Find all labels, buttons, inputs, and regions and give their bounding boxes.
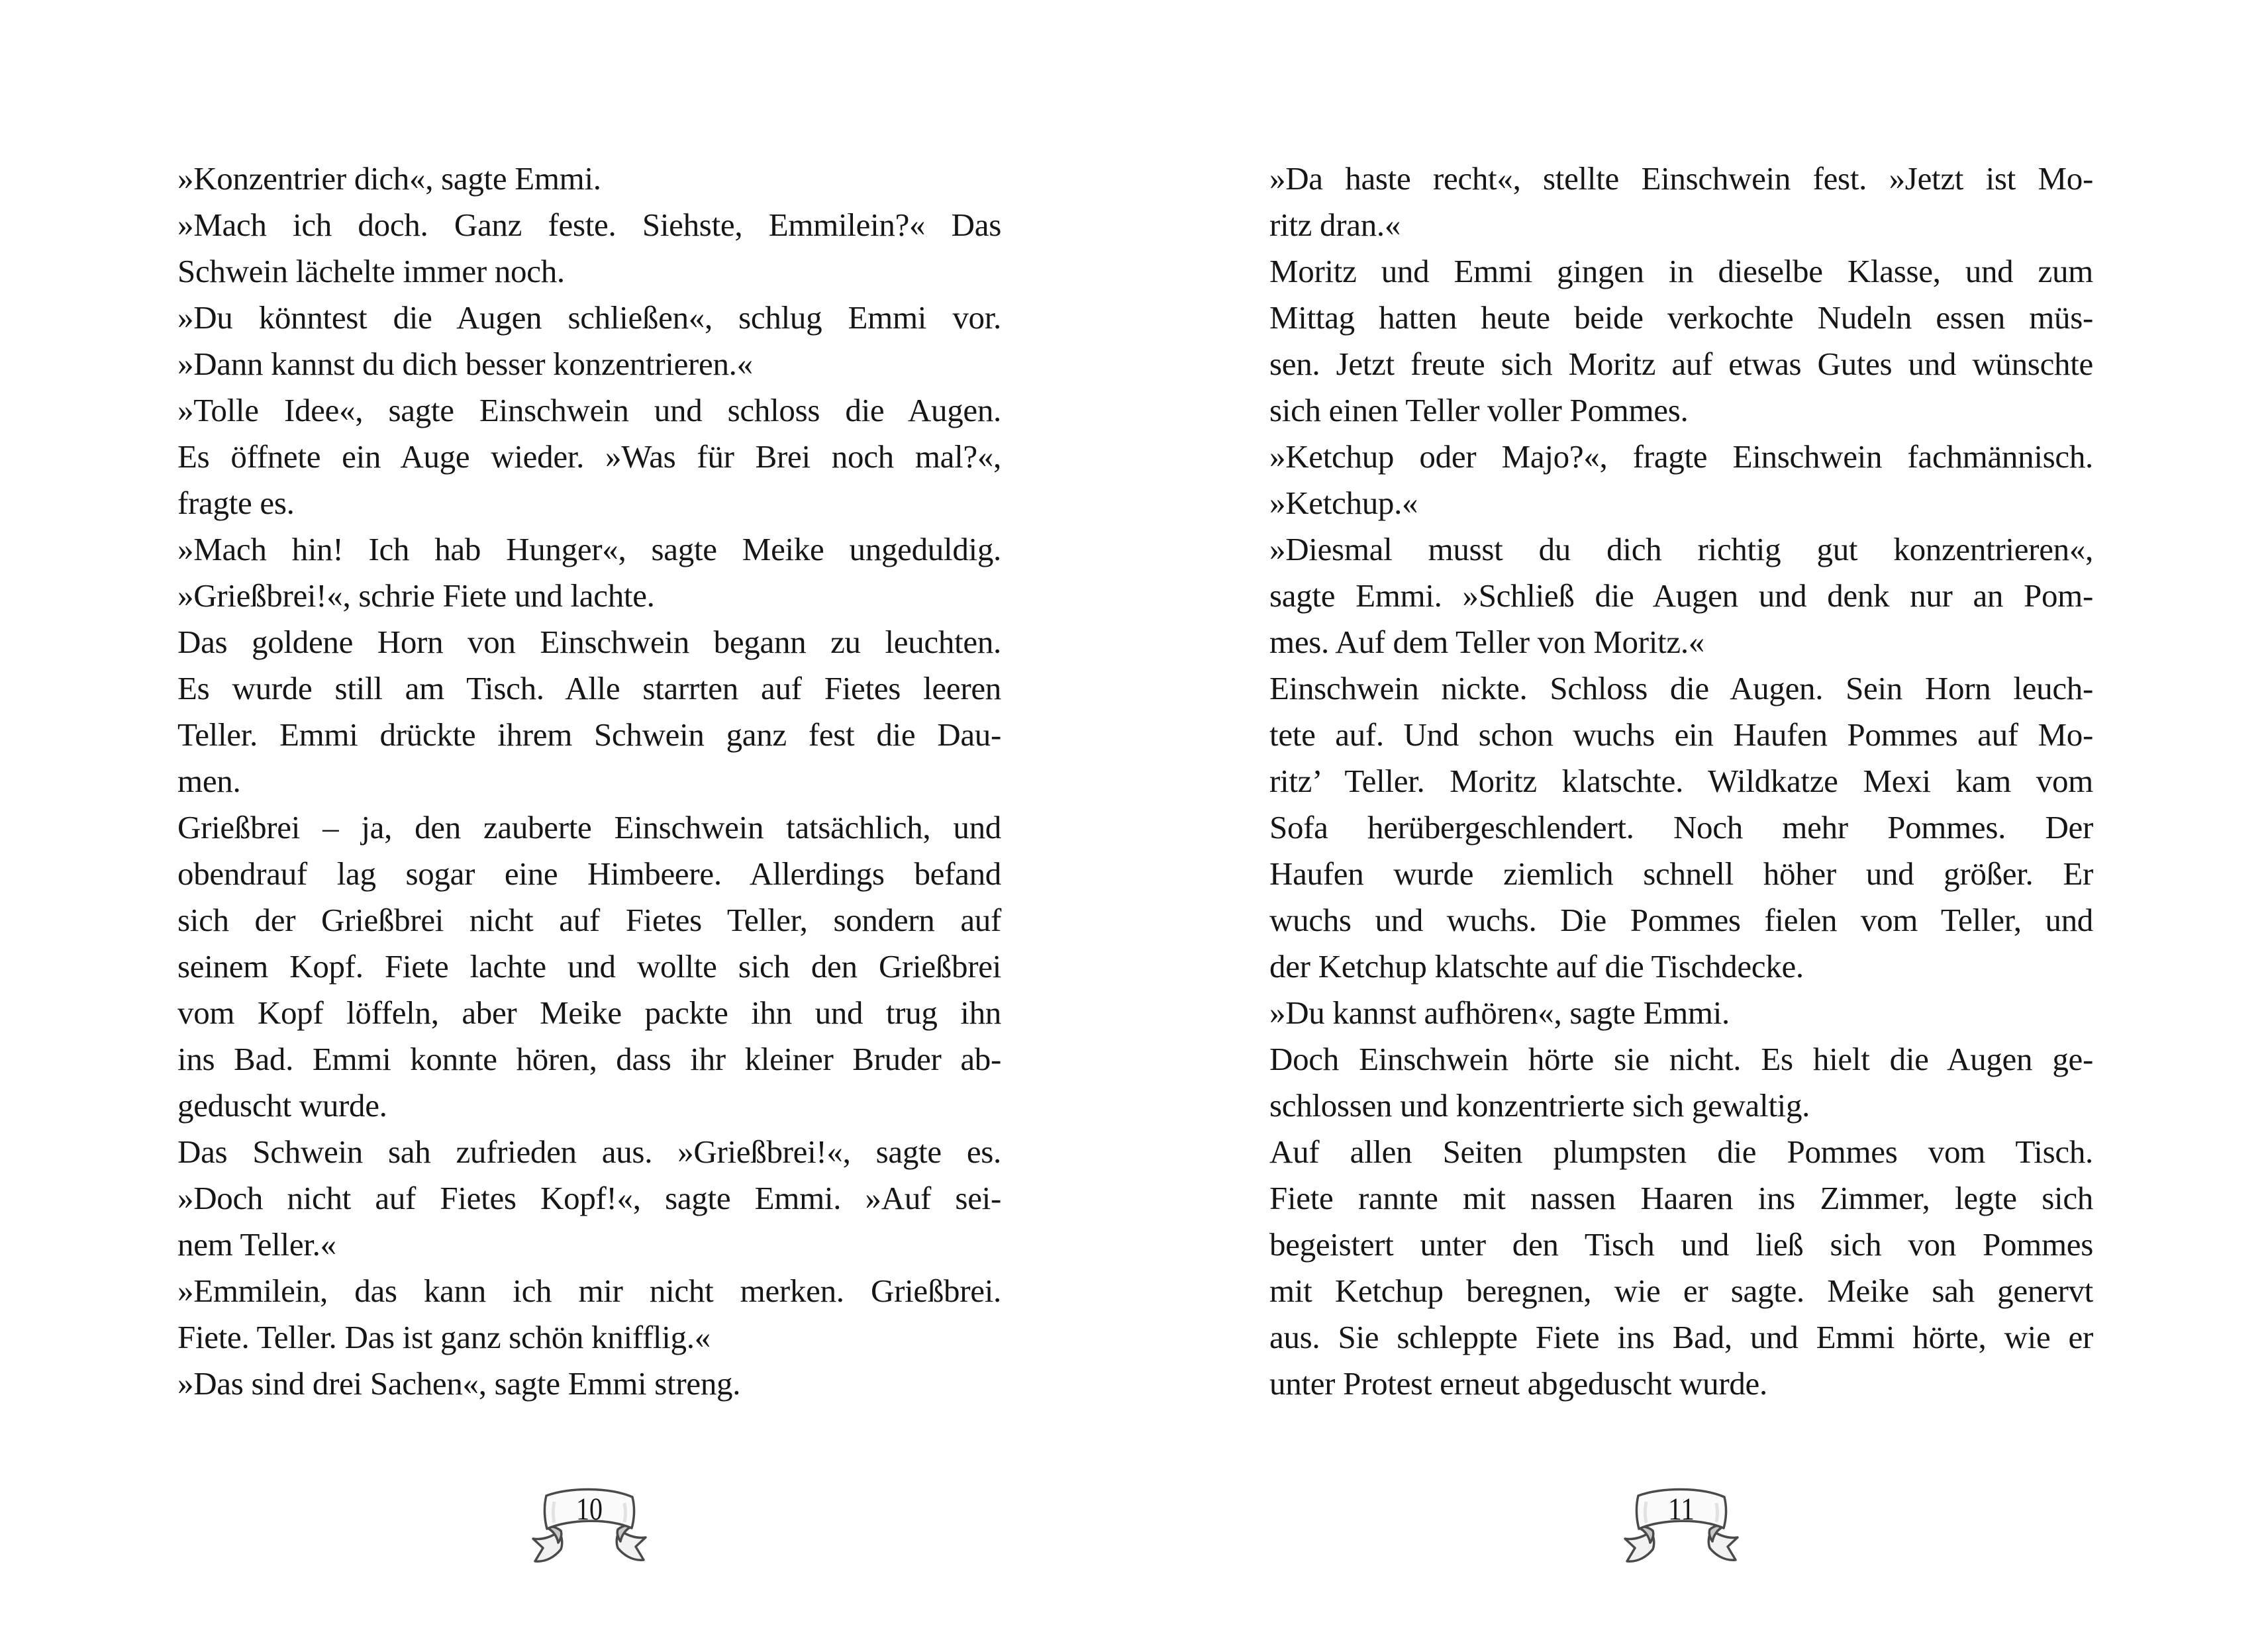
text-line: »Das sind drei Sachen«, sagte Emmi streng. [177, 1365, 741, 1402]
text-line: Moritz und Emmi gingen in dieselbe Klasse, und zum [1269, 253, 2093, 289]
text-line: »Tolle Idee«, sagte Einschwein und schloss die Augen. [177, 392, 1001, 428]
text-line: der Ketchup klatschte auf die Tischdecke. [1269, 948, 1804, 985]
text-line: Fiete rannte mit nassen Haaren ins Zimmer, legte sich [1269, 1180, 2093, 1216]
text-line: sich der Grießbrei nicht auf Fietes Teller, sondern auf [177, 902, 1001, 938]
text-line: Auf allen Seiten plumpsten die Pommes vom Tisch. [1269, 1134, 2093, 1170]
page-number: 11 [1668, 1492, 1695, 1527]
text-line: geduscht wurde. [177, 1087, 387, 1124]
text-line: Teller. Emmi drückte ihrem Schwein ganz fest die Dau- [177, 716, 1001, 753]
text-line: fragte es. [177, 485, 295, 521]
text-line: ins Bad. Emmi konnte hören, dass ihr kleiner Bruder ab- [177, 1041, 1001, 1077]
page-11-banner [1618, 1486, 1744, 1578]
text-line: aus. Sie schleppte Fiete ins Bad, und Emmi hörte, wie er [1269, 1319, 2093, 1355]
text-line: Es öffnete ein Auge wieder. »Was für Brei noch mal?«, [177, 438, 1001, 475]
text-line: Doch Einschwein hörte sie nicht. Es hielt die Augen ge- [1269, 1041, 2093, 1077]
text-line: »Grießbrei!«, schrie Fiete und lachte. [177, 577, 655, 614]
text-line: Das Schwein sah zufrieden aus. »Grießbrei!«, sagte es. [177, 1134, 1001, 1170]
text-line: seinem Kopf. Fiete lachte und wollte sich den Grießbrei [177, 948, 1001, 985]
page-11-text-column [1269, 156, 2093, 1407]
text-line: »Du könntest die Augen schließen«, schlug Emmi vor. [177, 299, 1001, 336]
text-line: Das goldene Horn von Einschwein begann zu leuchten. [177, 624, 1001, 660]
text-line: Fiete. Teller. Das ist ganz schön knifflig.« [177, 1319, 711, 1355]
text-line: Mittag hatten heute beide verkochte Nudeln essen müs- [1269, 299, 2093, 336]
ribbon-shade-line [1646, 1502, 1647, 1523]
text-line: »Dann kannst du dich besser konzentrieren.« [177, 346, 753, 382]
text-line: vom Kopf löffeln, aber Meike packte ihn und trug ihn [177, 994, 1001, 1031]
ribbon-banner-icon [526, 1486, 652, 1578]
text-line: tete auf. Und schon wuchs ein Haufen Pommes auf Mo- [1269, 716, 2093, 753]
page-number: 10 [576, 1492, 603, 1527]
ribbon-shade-line [624, 1503, 626, 1522]
ribbon-shade-line [1716, 1503, 1718, 1522]
text-line: Es wurde still am Tisch. Alle starrten auf Fietes leeren [177, 670, 1001, 706]
text-line: »Doch nicht auf Fietes Kopf!«, sagte Emmi. »Auf sei- [177, 1180, 1001, 1216]
text-line: Einschwein nickte. Schloss die Augen. Sein Horn leuch- [1269, 670, 2093, 706]
text-line: men. [177, 763, 241, 799]
text-line: Haufen wurde ziemlich schnell höher und größer. Er [1269, 855, 2093, 892]
ribbon-banner-icon [1618, 1486, 1744, 1578]
text-line: obendrauf lag sogar eine Himbeere. Allerdings befand [177, 855, 1001, 892]
text-line: mes. Auf dem Teller von Moritz.« [1269, 624, 1704, 660]
text-line: »Ketchup oder Majo?«, fragte Einschwein fachmännisch. [1269, 438, 2093, 475]
text-line: wuchs und wuchs. Die Pommes fielen vom Teller, und [1269, 902, 2093, 938]
text-line: begeistert unter den Tisch und ließ sich von Pommes [1269, 1226, 2093, 1263]
text-line: »Diesmal musst du dich richtig gut konzentrieren«, [1269, 531, 2093, 567]
text-line: »Mach ich doch. Ganz feste. Siehste, Emmilein?« Das [177, 207, 1001, 243]
text-line: »Mach hin! Ich hab Hunger«, sagte Meike ungeduldig. [177, 531, 1001, 567]
text-line: Schwein lächelte immer noch. [177, 253, 565, 289]
text-line: sich einen Teller voller Pommes. [1269, 392, 1689, 428]
page-10-text-column [177, 156, 1001, 1407]
text-line: Grießbrei – ja, den zauberte Einschwein tatsächlich, und [177, 809, 1001, 845]
page-11 [1134, 0, 2268, 1642]
text-line: »Ketchup.« [1269, 485, 1418, 521]
text-line: unter Protest erneut abgeduscht wurde. [1269, 1365, 1767, 1402]
text-line: Sofa herübergeschlendert. Noch mehr Pommes. Der [1269, 809, 2093, 845]
text-line: nem Teller.« [177, 1226, 336, 1263]
text-line: sagte Emmi. »Schließ die Augen und denk nur an Pom- [1269, 577, 2093, 614]
text-line: schlossen und konzentrierte sich gewaltig. [1269, 1087, 1810, 1124]
text-line: »Da haste recht«, stellte Einschwein fest. »Jetzt ist Mo- [1269, 160, 2093, 197]
text-line: »Du kannst aufhören«, sagte Emmi. [1269, 994, 1730, 1031]
ribbon-shade-line [554, 1502, 555, 1523]
text-line: sen. Jetzt freute sich Moritz auf etwas Gutes und wünschte [1269, 346, 2093, 382]
text-line: mit Ketchup beregnen, wie er sagte. Meike sah genervt [1269, 1273, 2093, 1309]
text-line: ritz dran.« [1269, 207, 1401, 243]
page-10-banner [526, 1486, 652, 1578]
text-line: »Konzentrier dich«, sagte Emmi. [177, 160, 601, 197]
text-line: »Emmilein, das kann ich mir nicht merken. Grießbrei. [177, 1273, 1001, 1309]
text-line: ritz’ Teller. Moritz klatschte. Wildkatze Mexi kam vom [1269, 763, 2093, 799]
